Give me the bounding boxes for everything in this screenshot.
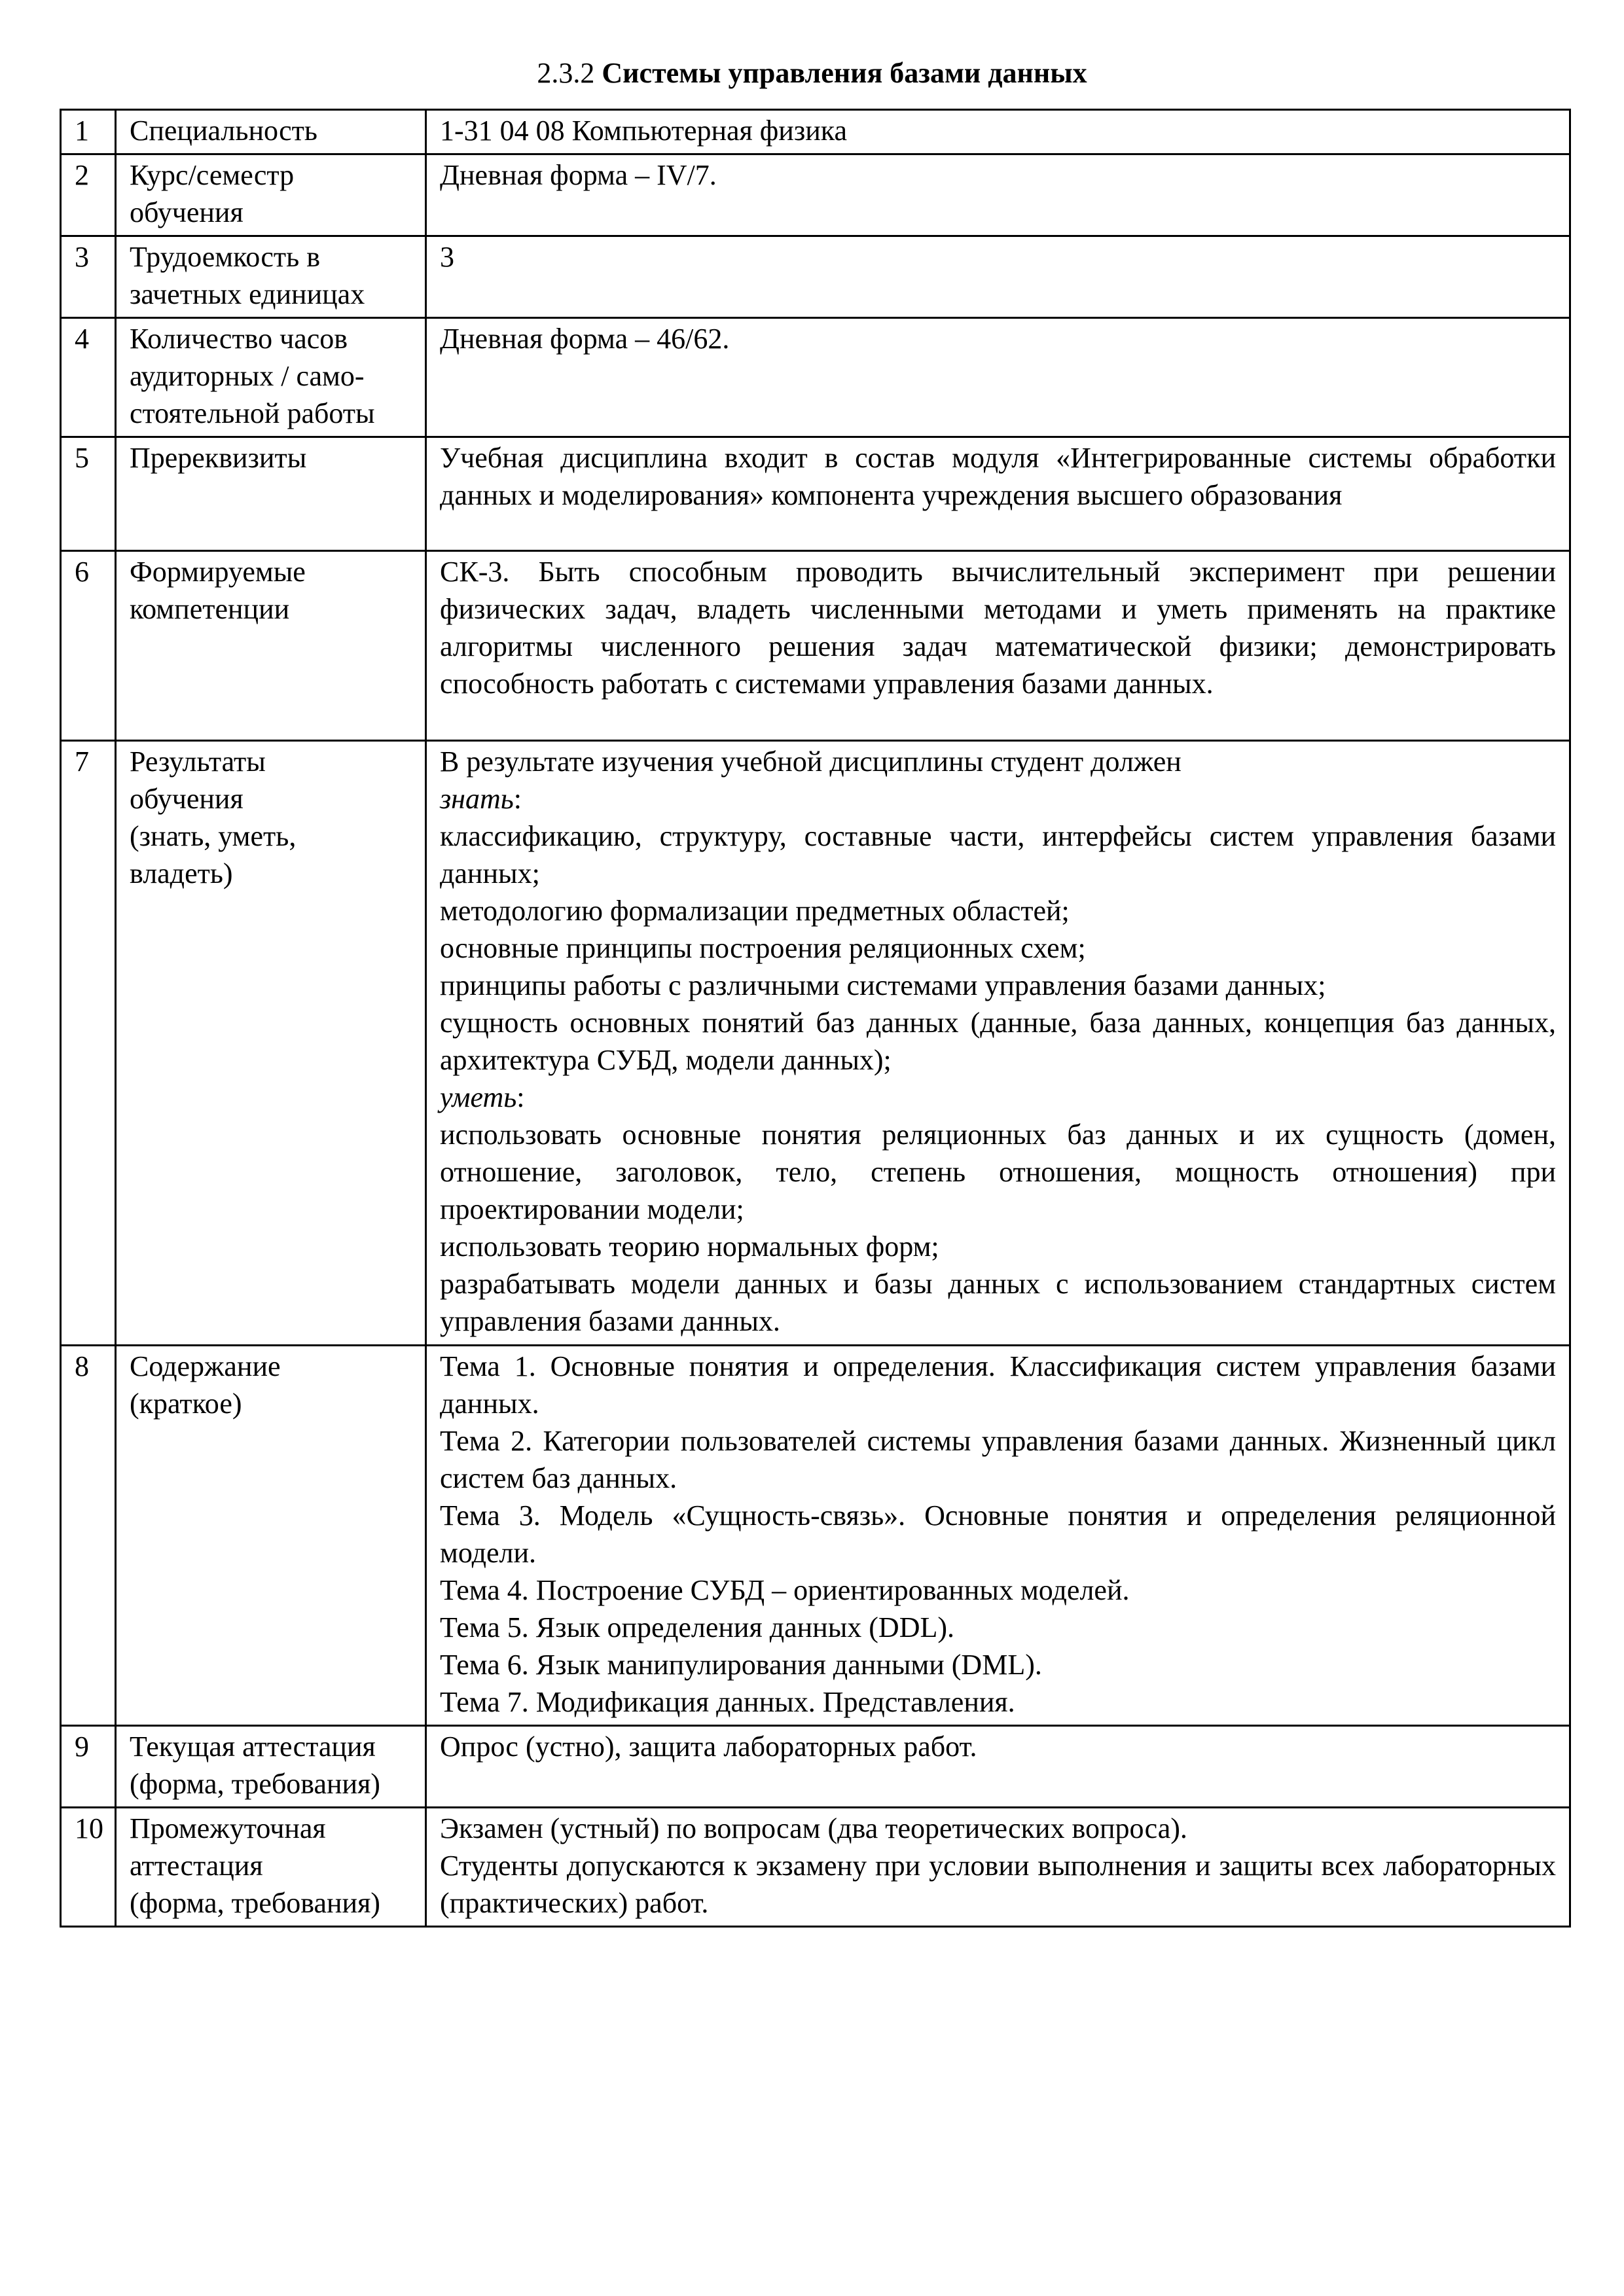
page-title	[0, 55, 1624, 92]
topic-item: Тема 7. Модификация данных. Представления.	[440, 1686, 1015, 1718]
topic-item: Тема 4. Построение СУБД – ориентированных моделей.	[440, 1574, 1130, 1606]
row-value: 1-31 04 08 Компьютерная физика	[426, 110, 1570, 154]
row-label: Формируемые компетенции	[116, 551, 426, 741]
row-label: Специальность	[116, 110, 426, 154]
table-row	[61, 110, 1570, 154]
know-item: основные принципы построения реляционных схем;	[440, 932, 1086, 964]
row-value: Дневная форма – 46/62.	[426, 318, 1570, 437]
row-label: Промежуточная аттестация (форма, требования)	[116, 1808, 426, 1927]
know-item: методологию формализации предметных областей;	[440, 895, 1070, 927]
row-number: 1	[61, 110, 116, 154]
know-item: принципы работы с различными системами управления базами данных;	[440, 969, 1326, 1001]
row-number: 7	[61, 741, 116, 1346]
row-value	[426, 741, 1570, 1346]
row-value: СК-3. Быть способным проводить вычислительный эксперимент при решении физических задач, владеть численными методами и уметь применять на практике алгоритмы численного решения задач математической физики; демонстрировать способность работать с системами управления базами данных.	[426, 551, 1570, 741]
section-number: 2.3.2	[537, 57, 595, 89]
learning-intro: В результате изучения учебной дисциплины студент должен	[440, 745, 1182, 778]
row-value: Учебная дисциплина входит в состав модуля «Интегрированные системы обработки данных и моделирования» компонента учреждения высшего образования	[426, 437, 1570, 551]
row-value: 3	[426, 236, 1570, 318]
row-label: Содержание (краткое)	[116, 1346, 426, 1726]
can-heading: уметь:	[440, 1081, 525, 1113]
table-row	[61, 741, 1570, 1346]
row-value	[426, 1346, 1570, 1726]
row-number: 4	[61, 318, 116, 437]
row-value: Дневная форма – IV/7.	[426, 154, 1570, 236]
syllabus-table	[60, 109, 1571, 1928]
row-label: Курс/семестр обучения	[116, 154, 426, 236]
table-row	[61, 236, 1570, 318]
table-row	[61, 1726, 1570, 1808]
topic-item: Тема 5. Язык определения данных (DDL).	[440, 1611, 955, 1643]
row-number: 5	[61, 437, 116, 551]
row-label: Пререквизиты	[116, 437, 426, 551]
row-value: Экзамен (устный) по вопросам (два теоретических вопроса). Студенты допускаются к экзамену при условии выполнения и защиты всех лабораторных (практических) работ.	[426, 1808, 1570, 1927]
section-name: Системы управления базами данных	[602, 57, 1087, 89]
topic-item: Тема 1. Основные понятия и определения. Классификация систем управления базами данных.	[440, 1350, 1556, 1420]
table-row	[61, 318, 1570, 437]
topic-item: Тема 3. Модель «Сущность-связь». Основные понятия и определения реляционной модели.	[440, 1499, 1556, 1569]
table-row	[61, 154, 1570, 236]
topic-item: Тема 2. Категории пользователей системы управления базами данных. Жизненный цикл систем баз данных.	[440, 1425, 1556, 1494]
topic-item: Тема 6. Язык манипулирования данными (DML).	[440, 1649, 1042, 1681]
row-number: 3	[61, 236, 116, 318]
can-item: использовать теорию нормальных форм;	[440, 1230, 939, 1263]
row-label: Количество часов аудиторных / само- стоятельной работы	[116, 318, 426, 437]
row-number: 8	[61, 1346, 116, 1726]
row-number: 10	[61, 1808, 116, 1927]
row-number: 9	[61, 1726, 116, 1808]
can-item: использовать основные понятия реляционных баз данных и их сущность (домен, отношение, заголовок, тело, степень отношения, мощность отношения) при проектировании модели;	[440, 1119, 1556, 1225]
row-label: Трудоемкость в зачетных единицах	[116, 236, 426, 318]
row-number: 6	[61, 551, 116, 741]
table-row	[61, 1808, 1570, 1927]
know-item: классификацию, структуру, составные части, интерфейсы систем управления базами данных;	[440, 820, 1556, 889]
know-heading: знать:	[440, 783, 522, 815]
table-row	[61, 1346, 1570, 1726]
can-item: разрабатывать модели данных и базы данных с использованием стандартных систем управления базами данных.	[440, 1268, 1556, 1337]
row-value: Опрос (устно), защита лабораторных работ.	[426, 1726, 1570, 1808]
table-row	[61, 551, 1570, 741]
row-label: Результаты обучения (знать, уметь, владеть)	[116, 741, 426, 1346]
table-row	[61, 437, 1570, 551]
row-number: 2	[61, 154, 116, 236]
know-item: сущность основных понятий баз данных (данные, база данных, концепция баз данных, архитектура СУБД, модели данных);	[440, 1007, 1556, 1076]
row-label: Текущая аттестация (форма, требования)	[116, 1726, 426, 1808]
